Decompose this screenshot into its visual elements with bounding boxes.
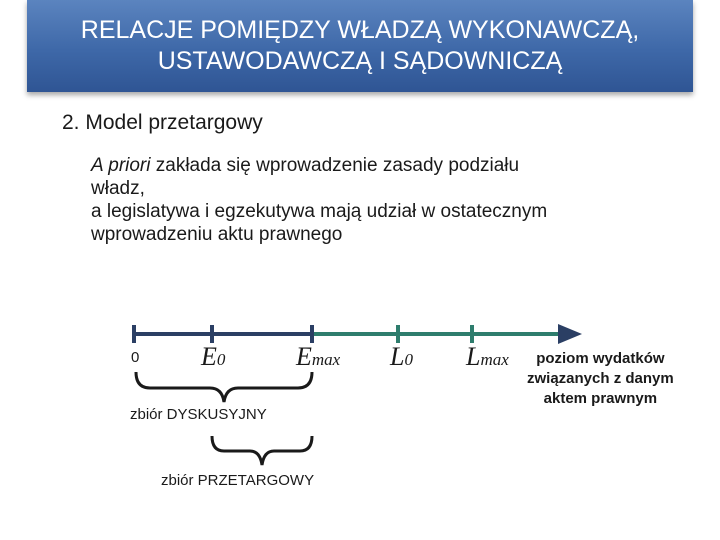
axis-caption: [527, 349, 674, 409]
title-line-1: RELACJE POMIĘDZY WŁADZĄ WYKONAWCZĄ,: [80, 16, 640, 44]
paragraph-line-4: wprowadzeniu aktu prawnego: [91, 224, 343, 245]
lmax-subscript: max: [480, 350, 509, 369]
axis-caption-line-2: związanych z danym: [527, 370, 674, 387]
paragraph-line-1-rest: zakłada się wprowadzenie zasady podziału: [150, 155, 520, 176]
brace-bargaining: [212, 436, 312, 465]
axis-label-zero: 0: [131, 349, 140, 366]
lmax-letter: L: [466, 342, 481, 371]
l0-subscript: 0: [404, 350, 413, 369]
axis-arrowhead: [558, 324, 582, 344]
paragraph-line-3: a legislatywa i egzekutywa mają udział w ostatecznym: [91, 201, 548, 222]
l0-letter: L: [390, 342, 405, 371]
emax-subscript: max: [311, 350, 341, 369]
paragraph-line-2: władz,: [91, 178, 145, 199]
discussion-set-label: zbiór DYSKUSYJNY: [130, 406, 267, 423]
e0-letter: E: [201, 342, 217, 371]
bargaining-set-label: zbiór PRZETARGOWY: [161, 472, 315, 489]
axis-caption-line-1: poziom wydatków: [536, 350, 665, 367]
section-heading: 2. Model przetargowy: [62, 111, 263, 134]
axis-label-emax: [296, 342, 340, 372]
title-line-2: USTAWODAWCZĄ I SĄDOWNICZĄ: [157, 47, 563, 75]
paragraph-italic: A priori: [91, 155, 151, 176]
axis-label-e0: [201, 342, 225, 372]
axis-label-l0: [390, 342, 413, 372]
e0-subscript: 0: [216, 350, 226, 369]
brace-discussion: [136, 372, 312, 402]
axis-label-lmax: [466, 342, 509, 372]
axis-caption-line-3: aktem prawnym: [543, 390, 658, 407]
emax-letter: E: [296, 342, 312, 371]
